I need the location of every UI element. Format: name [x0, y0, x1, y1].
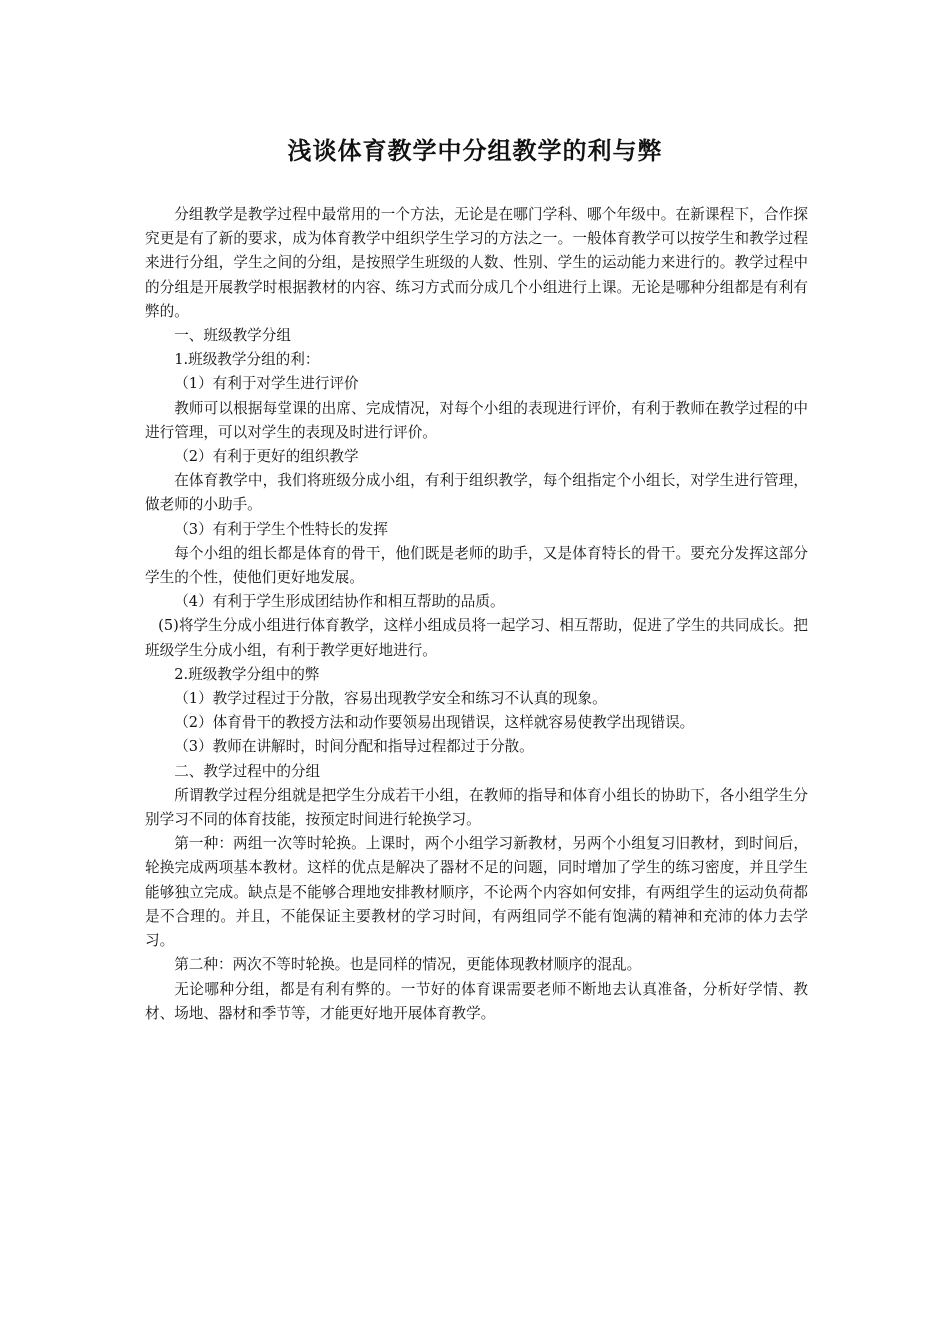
method-one-paragraph: 第一种：两组一次等时轮换。上课时，两个小组学习新教材，另两个小组复习旧教材，到时间后，轮换完成两项基本教材。这样的优点是解决了器材不足的问题，同时增加了学生的练习密度，并且学生能够独立完成。缺点是不能够合理地安排教材顺序，不论两个内容如何安排，有两组学生的运动负荷都是不合理的。并且，不能保证主要教材的学习时间，有两组同学不能有饱满的精神和充沛的体力去学习。	[145, 835, 808, 950]
method-two-paragraph: 第二种：两次不等时轮换。也是同样的情况，更能体现教材顺序的混乱。	[174, 956, 642, 974]
advantage-item-2: （2）有利于更好的组织教学	[174, 448, 359, 466]
advantage-item-5: (5)将学生分成小组进行体育教学，这样小组成员将一起学习、相互帮助，促进了学生的共同成长。把班级学生分成小组，有利于教学更好地进行。	[145, 617, 808, 659]
advantage-item-1: （1）有利于对学生进行评价	[174, 375, 359, 393]
advantage-item-1-text: 教师可以根据每堂课的出席、完成情况，对每个小组的表现进行评价，有利于教师在教学过程的中进行管理，可以对学生的表现及时进行评价。	[145, 399, 808, 441]
disadvantage-item-3: （3）教师在讲解时，时间分配和指导过程都过于分散。	[174, 738, 534, 756]
document-title: 浅谈体育教学中分组教学的利与弊	[287, 137, 663, 165]
section-heading-class-grouping: 一、班级教学分组	[174, 327, 291, 345]
document-body	[145, 203, 808, 1026]
advantage-item-3: （3）有利于学生个性特长的发挥	[174, 520, 388, 538]
subheading-disadvantages: 2.班级教学分组中的弊	[174, 665, 320, 683]
subheading-advantages: 1.班级教学分组的利：	[174, 351, 320, 369]
conclusion-paragraph: 无论哪种分组，都是有利有弊的。一节好的体育课需要老师不断地去认真准备，分析好学情、教材、场地、器材和季节等，才能更好地开展体育教学。	[145, 980, 808, 1022]
disadvantage-item-1: （1）教学过程过于分散，容易出现教学安全和练习不认真的现象。	[174, 690, 607, 708]
advantage-item-3-text: 每个小组的组长都是体育的骨干，他们既是老师的助手，又是体育特长的骨干。要充分发挥这部分学生的个性，使他们更好地发展。	[145, 544, 808, 587]
process-grouping-definition: 所谓教学过程分组就是把学生分成若干小组，在教师的指导和体育小组长的协助下，各小组学生分别学习不同的体育技能，按预定时间进行轮换学习。	[145, 786, 808, 829]
advantage-item-4: （4）有利于学生形成团结协作和相互帮助的品质。	[174, 593, 505, 611]
advantage-item-2-text: 在体育教学中，我们将班级分成小组，有利于组织教学，每个组指定个小组长，对学生进行管理，做老师的小助手。	[145, 472, 808, 514]
disadvantage-item-2: （2）体育骨干的教授方法和动作要领易出现错误，这样就容易使教学出现错误。	[174, 714, 695, 732]
section-heading-process-grouping: 二、教学过程中的分组	[174, 762, 321, 780]
intro-paragraph: 分组教学是教学过程中最常用的一个方法，无论是在哪门学科、哪个年级中。在新课程下，合作探究更是有了新的要求，成为体育教学中组织学生学习的方法之一。一般体育教学可以按学生和教学过程来进行分组，学生之间的分组，是按照学生班级的人数、性别、学生的运动能力来进行的。教学过程中的分组是开展教学时根据教材的内容、练习方式而分成几个小组进行上课。无论是哪种分组都是有利有弊的。	[145, 206, 808, 320]
